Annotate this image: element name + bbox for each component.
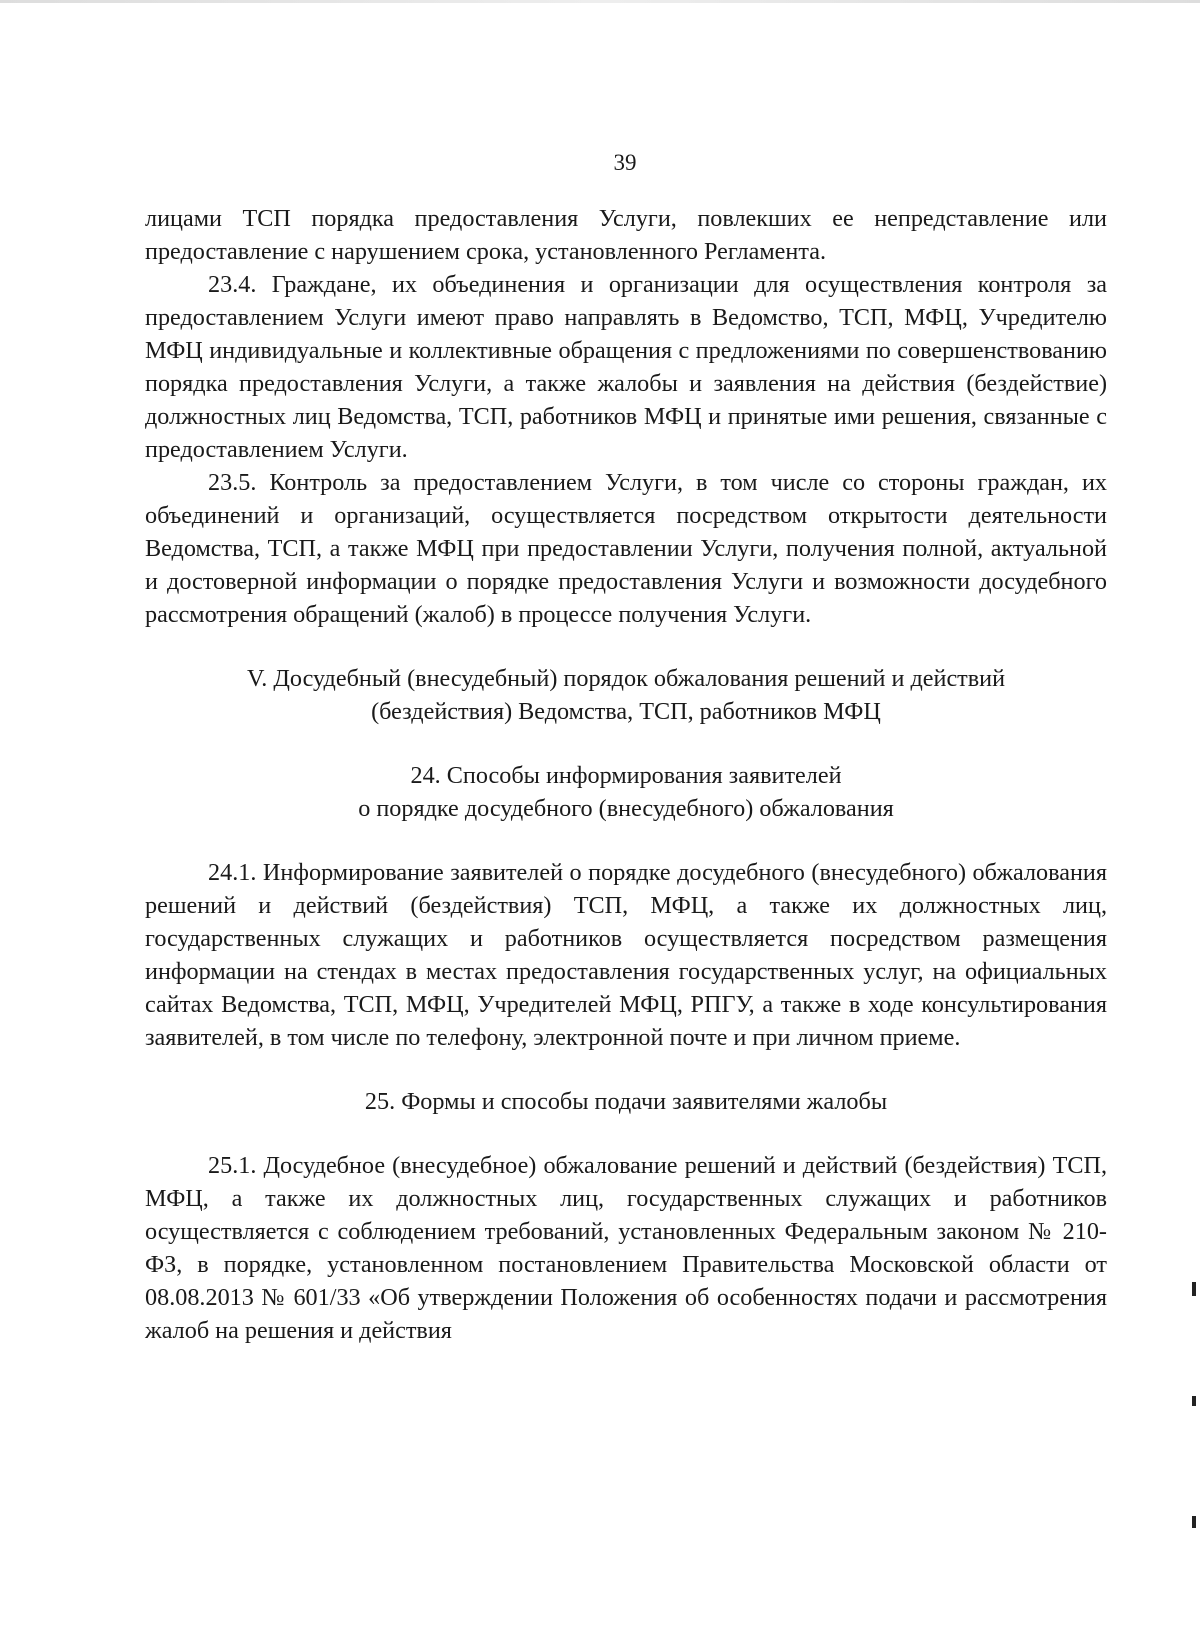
paragraph-23-4: 23.4. Граждане, их объединения и организации для осуществления контроля за предоставлением Услуги имеют право направлять в Ведомство, ТСП, МФЦ, Учредителю МФЦ индивидуальные и коллективные обращения с предложениями по совершенствованию порядка предоставления Услуги, а также жалобы и заявления на действия (бездействие) должностных лиц Ведомства, ТСП, работников МФЦ и принятые ими решения, связанные с предоставлением Услуги. <box>145 271 1107 463</box>
page-body <box>145 202 1107 1347</box>
scan-speck <box>1192 1396 1196 1406</box>
section-v-heading-line2: (бездействия) Ведомства, ТСП, работников МФЦ <box>371 698 881 725</box>
paragraph-25-1: 25.1. Досудебное (внесудебное) обжалование решений и действий (бездействия) ТСП, МФЦ, а также их должностных лиц, государственных служащих и работников осуществляется с соблюдением требований, установленных Федеральным законом № 210-ФЗ, в порядке, установленном постановлением Правительства Московской области от 08.08.2013 № 601/33 «Об утверждении Положения об особенностях подачи и рассмотрения жалоб на решения и действия <box>145 1152 1107 1344</box>
subsection-24-heading-line2: о порядке досудебного (внесудебного) обжалования <box>358 795 894 822</box>
scan-speck <box>1192 1516 1196 1528</box>
paragraph-continuation: лицами ТСП порядка предоставления Услуги, повлекших ее непредставление или предоставление с нарушением срока, установленного Регламента. <box>145 205 1107 265</box>
paragraph-23-5: 23.5. Контроль за предоставлением Услуги, в том числе со стороны граждан, их объединений и организаций, осуществляется посредством открытости деятельности Ведомства, ТСП, а также МФЦ при предоставлении Услуги, получения полной, актуальной и достоверной информации о порядке предоставления Услуги и возможности досудебного рассмотрения обращений (жалоб) в процессе получения Услуги. <box>145 469 1107 628</box>
scan-edge <box>0 0 1200 3</box>
subsection-25-heading: 25. Формы и способы подачи заявителями жалобы <box>364 1088 888 1115</box>
scan-speck <box>1192 1282 1196 1296</box>
page-number: 39 <box>613 150 637 175</box>
paragraph-24-1: 24.1. Информирование заявителей о порядке досудебного (внесудебного) обжалования решений и действий (бездействия) ТСП, МФЦ, а также их должностных лиц, государственных служащих и работников осуществляется посредством размещения информации на стендах в местах предоставления государственных услуг, на официальных сайтах Ведомства, ТСП, МФЦ, Учредителей МФЦ, РПГУ, а также в ходе консультирования заявителей, в том числе по телефону, электронной почте и при личном приеме. <box>145 859 1107 1051</box>
subsection-24-heading-line1: 24. Способы информирования заявителей <box>410 762 842 789</box>
section-v-heading-line1: V. Досудебный (внесудебный) порядок обжалования решений и действий <box>246 665 1006 692</box>
